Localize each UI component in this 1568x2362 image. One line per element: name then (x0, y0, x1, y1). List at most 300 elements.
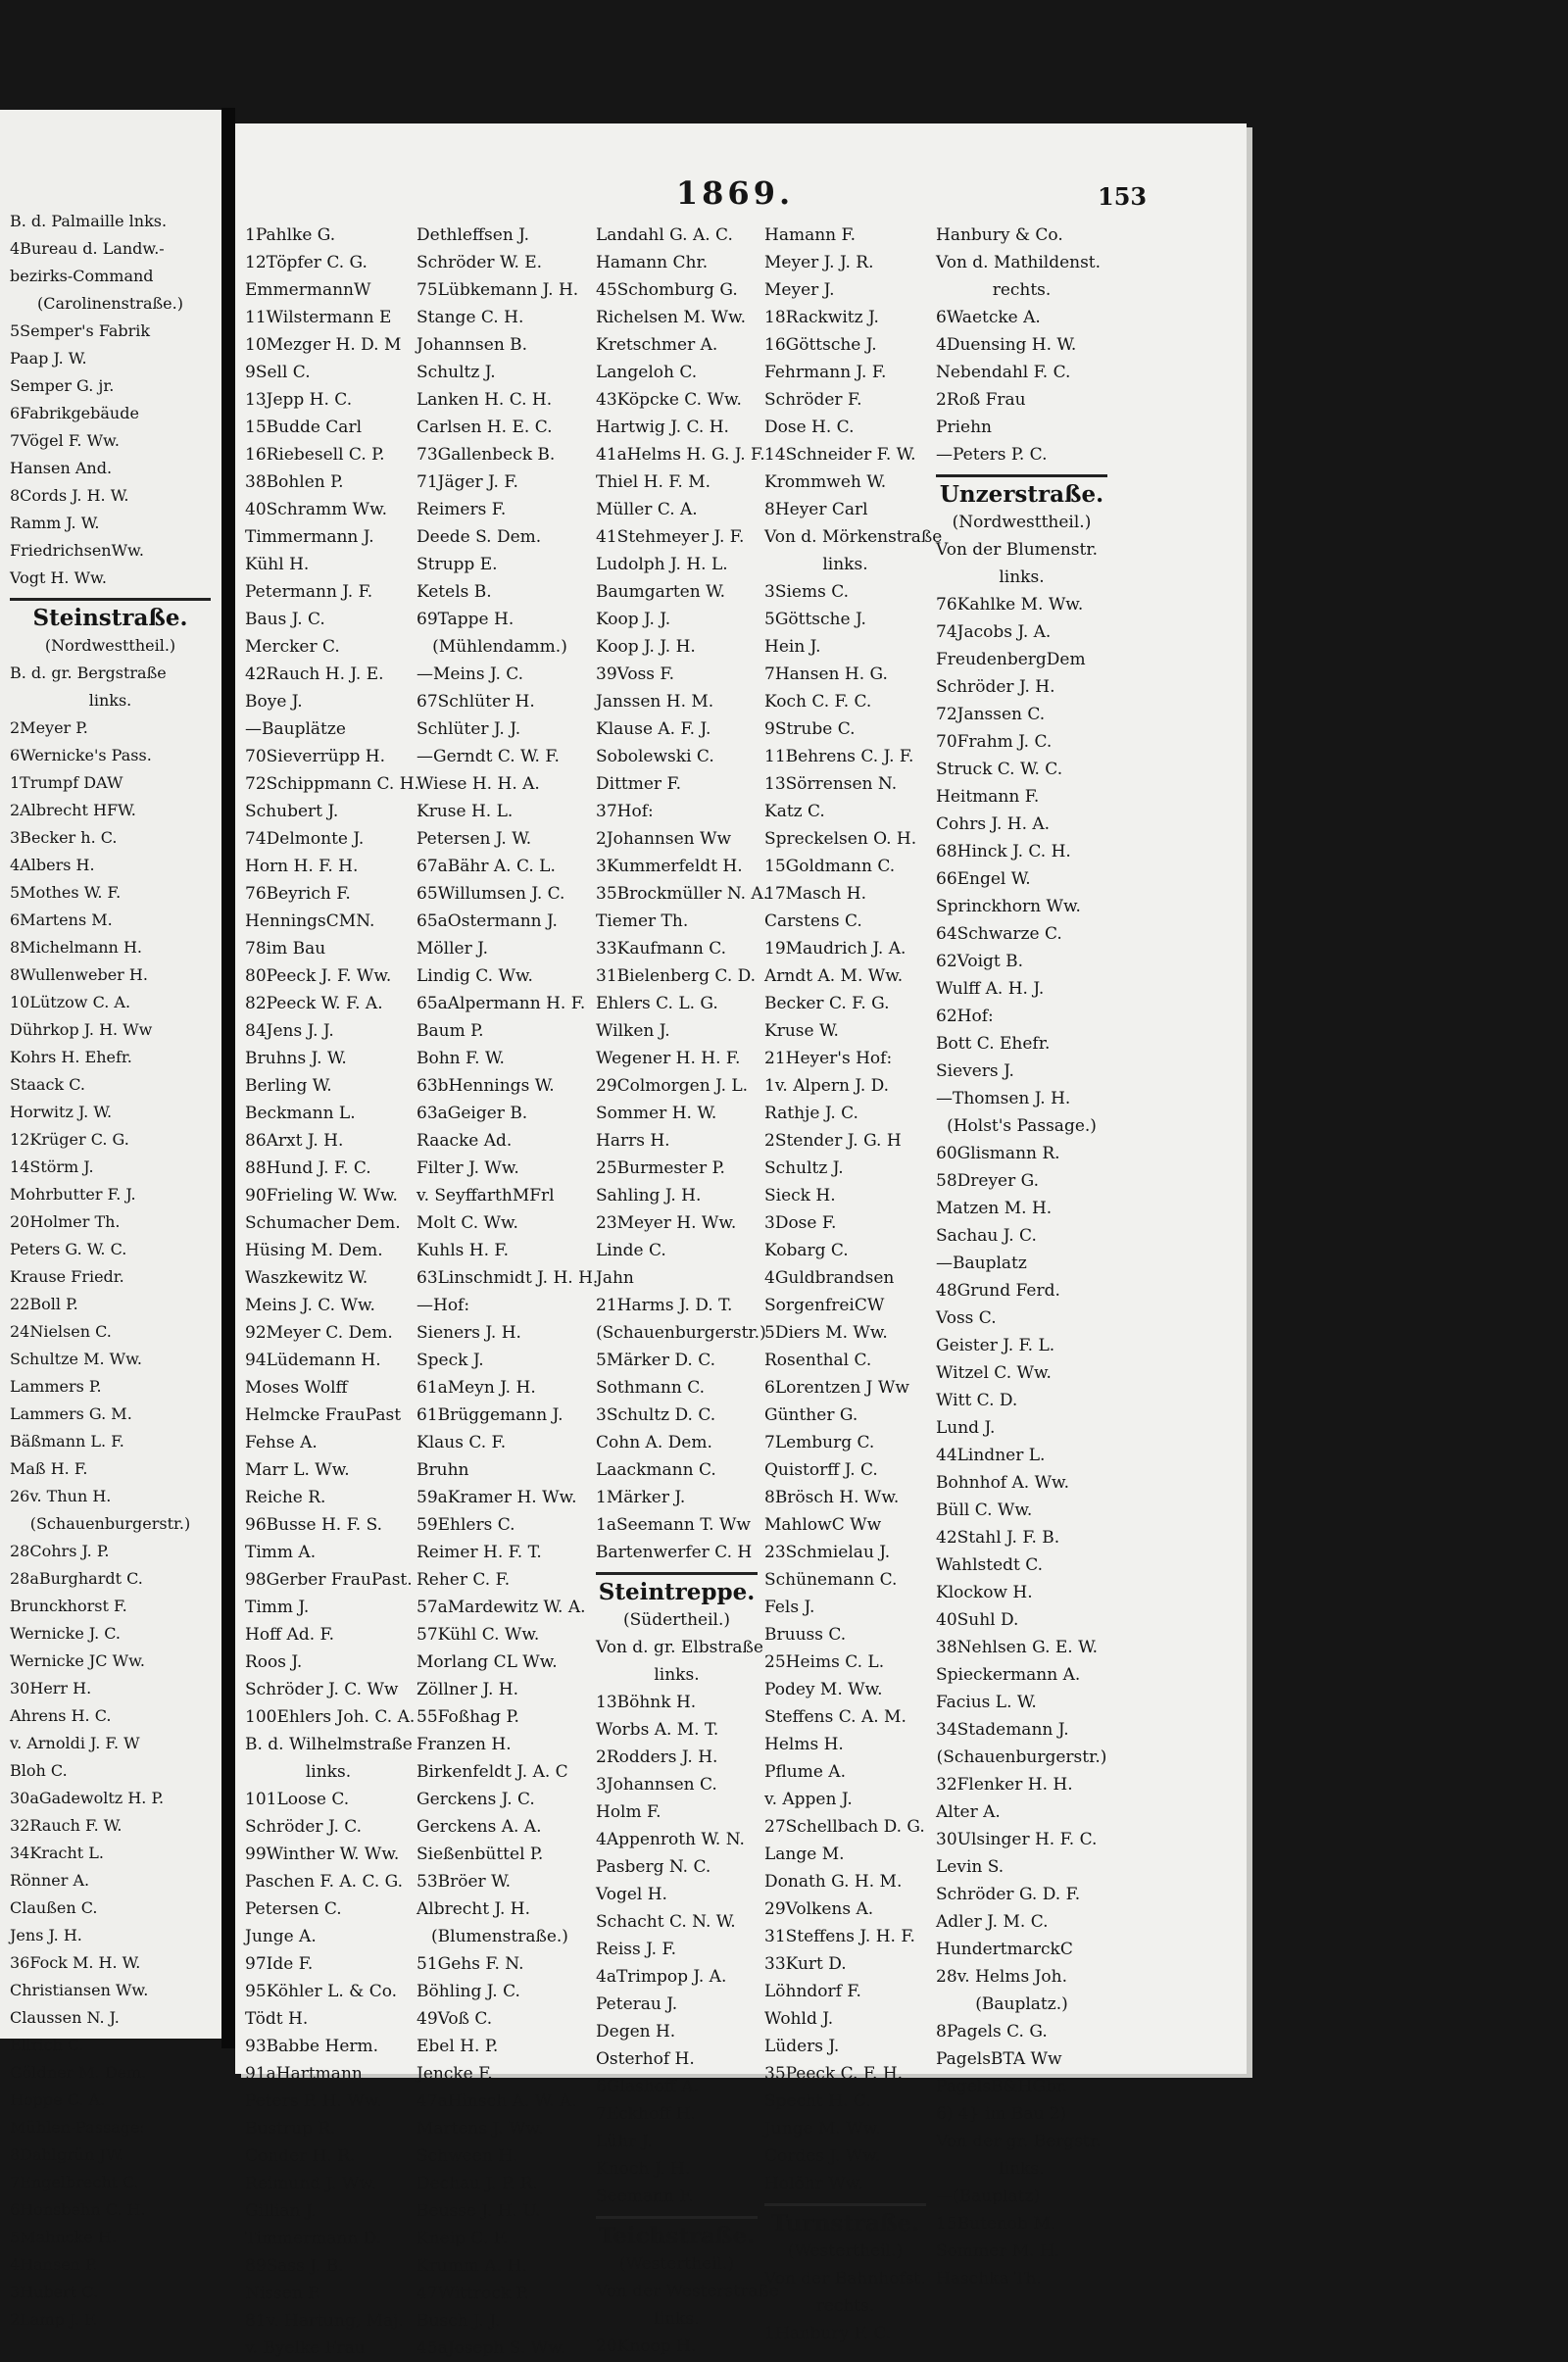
directory-entry: 16Riebesell C. P. (245, 445, 385, 465)
directory-entry: —Bauplätze (245, 719, 346, 739)
directory-entry: Fehse A. (245, 1433, 318, 1452)
directory-entry: bezirks-Command (10, 267, 154, 285)
directory-entry: v. Byelke Frau (245, 2338, 366, 2358)
directory-entry: Koop J. J. H. (596, 637, 696, 657)
directory-entry: Franzen H. (416, 1735, 512, 1754)
directory-entry: 7Engelbrecht C. (10, 2173, 139, 2191)
directory-entry: Stange C. H. (416, 308, 524, 327)
directory-entry: Rathje J. C. (764, 1104, 858, 1123)
directory-entry: Langeloh C. (596, 363, 698, 382)
directory-entry: Jens J. H. (10, 1926, 82, 1944)
directory-entry: 68Hinck J. C. H. (936, 842, 1071, 861)
directory-entry: Martens J. Ww. (416, 2119, 544, 2139)
directory-entry: Wulff A. H. J. (936, 979, 1045, 999)
directory-entry: 17Masch H. (764, 884, 867, 904)
directory-entry: Schultze M. Ww. (10, 1350, 142, 1368)
directory-entry: Göldner M. Dem. (10, 2063, 147, 2082)
directory-entry: 51Gehs F. N. (416, 1954, 524, 1974)
directory-entry: 38Nehlsen G. E. W. (936, 1638, 1098, 1657)
street-header-turnstrasse: Turnstraße. (764, 2203, 926, 2238)
directory-entry: Sieck H. (764, 1186, 836, 1206)
left-page (0, 110, 224, 2329)
directory-entry: Schubert J. (245, 802, 339, 821)
book-gutter (221, 108, 235, 2048)
directory-entry: 8Cords J. H. W. (10, 486, 129, 505)
directory-entry: Klause A. F. J. (596, 719, 711, 739)
directory-entry: Reimund J. Ww. (245, 2174, 377, 2193)
directory-entry: Junge A. (245, 1927, 317, 1946)
directory-entry: 1aSeemann T. Ww (596, 1515, 751, 1535)
directory-entry: Carlsen H. E. C. (416, 418, 553, 437)
directory-entry: Bohn F. W. (416, 1049, 505, 1068)
directory-entry: Vogt H. Ww. (10, 568, 107, 587)
directory-entry: 78im Bau (245, 939, 326, 959)
directory-entry: Brunckhorst F. (10, 1597, 127, 1615)
directory-entry: 75Lübkemann J. H. (416, 280, 579, 300)
directory-entry: Timm A. (245, 1543, 317, 1562)
directory-entry: Donath G. H. M. (764, 1872, 903, 1892)
directory-entry: Schultz J. (764, 1158, 844, 1178)
directory-entry: 1Trumpf DAW (10, 773, 123, 792)
directory-entry: Sommer H. W. (596, 1104, 717, 1123)
directory-entry: Molt C. Ww. (416, 1213, 518, 1233)
directory-entry: Wilken J. (596, 1021, 670, 1041)
directory-entry: Bruuss C. (764, 1625, 847, 1645)
directory-entry: Voss C. (936, 1308, 997, 1328)
directory-entry: 8Pagels C. G. (936, 2022, 1048, 2042)
directory-entry: FreudenbergDem (936, 650, 1086, 669)
directory-entry: Harrs H. (596, 1131, 670, 1151)
directory-entry: Jahn (596, 1268, 634, 1288)
directory-entry: Jencke F. (416, 2064, 493, 2084)
district-label: (Westertheil.) (787, 2241, 904, 2261)
directory-entry: 6Honsbehn C. H. (10, 2200, 146, 2219)
directory-entry: Wahlstedt C. (936, 1555, 1044, 1575)
directory-entry: 15Butenob M. (936, 2214, 1056, 2234)
directory-entry: Dührkop J. H. Ww (10, 1020, 153, 1039)
directory-entry: Peters P. H. Ww. (245, 2091, 382, 2111)
directory-entry: Pasberg N. C. (596, 1857, 711, 1877)
directory-entry: 7Hansen H. G. (764, 664, 888, 684)
directory-entry: HenningsCMN. (245, 911, 375, 931)
directory-entry: Witt C. D. (936, 1391, 1018, 1410)
directory-entry: 4Albers H. (10, 856, 95, 874)
directory-entry: Beusse J. H. U. (416, 2201, 541, 2221)
directory-entry: Kohrs H. Ehefr. (10, 1048, 132, 1066)
directory-entry: Deede S. Dem. (416, 527, 542, 547)
directory-entry: 11Wilstermann E (245, 308, 392, 327)
directory-entry: Christiansen Ww. (10, 1981, 149, 1999)
directory-entry: 30Ulsinger H. F. C. (936, 1830, 1098, 1849)
directory-entry: 19Maudrich J. A. (764, 939, 906, 959)
directory-entry: Semper G. jr. (10, 376, 115, 395)
directory-entry: Reimer H. F. T. (416, 1543, 542, 1562)
directory-entry: 38Bohlen P. (245, 472, 344, 492)
directory-entry: B. d. Wilhelmstraße (245, 1735, 413, 1754)
directory-entry: Sieners J. H. (416, 1323, 521, 1343)
directory-entry: Gerckens J. C. (416, 1790, 535, 1809)
directory-entry: Helms H. (764, 1735, 844, 1754)
directory-entry: Knoch J. H. (596, 2159, 691, 2179)
directory-entry: 74Delmonte J. (245, 829, 365, 849)
directory-entry: Alter A. (936, 1802, 1001, 1822)
directory-entry: links. (999, 567, 1045, 587)
directory-entry: Meyer J. J. R. (764, 253, 874, 272)
directory-entry: 33Kurt D. (764, 1954, 847, 1974)
directory-entry: Spieckermann A. (936, 1665, 1081, 1685)
directory-entry: Schröder F. (764, 390, 862, 410)
direction-label: Von der Westerstraße (596, 2282, 779, 2301)
directory-entry: Timmermann J. (245, 527, 374, 547)
directory-entry: Sobolewski C. (596, 747, 714, 766)
directory-entry: 40Schramm Ww. (245, 500, 388, 519)
directory-entry: 100Ehlers Joh. C. A. (245, 1707, 416, 1727)
directory-entry: 10Mezger H. D. M (245, 335, 402, 355)
directory-entry: Sachau J. C. (936, 1226, 1037, 1246)
directory-entry: Filter J. Ww. (416, 1158, 519, 1178)
directory-entry: 2Lamp J. F. (10, 2310, 98, 2329)
directory-entry: Tödt H. (245, 2009, 309, 2029)
directory-entry: Bruhns J. W. (245, 1049, 347, 1068)
directory-entry: 18Rackwitz J. (764, 308, 879, 327)
directory-entry: 9Sell C. (245, 363, 311, 382)
directory-entry: 34Kracht L. (10, 1844, 104, 1862)
directory-entry: Holm F. (596, 1802, 662, 1822)
directory-entry: 64Schwarze C. (936, 924, 1062, 944)
directory-entry: Günther G. (764, 1405, 858, 1425)
directory-entry: 31Bielenberg C. D. (596, 966, 757, 986)
directory-entry: 99Winther W. Ww. (245, 1845, 400, 1864)
directory-entry: Haschka Th. (936, 2269, 1042, 2288)
directory-entry: 62Hof: (936, 1007, 994, 1026)
directory-entry: Hoppe C. A. (10, 2091, 106, 2109)
directory-entry: Sahling J. H. (596, 1186, 702, 1206)
directory-entry: Marr L. Ww. (245, 1460, 350, 1480)
directory-entry: 67Schlüter H. (416, 692, 535, 712)
directory-entry: Lammers P. (10, 1377, 102, 1396)
directory-entry: 73Gallenbeck B. (416, 445, 556, 465)
side-label: links. (654, 1665, 700, 1685)
directory-entry: 76Kahlke M. Ww. (936, 595, 1084, 615)
directory-entry: Lüders J. (764, 2037, 840, 2056)
directory-column-2 (416, 221, 599, 2358)
directory-entry: (Nordwesttheil.) (952, 513, 1092, 532)
directory-entry: Steffens C. A. M. (764, 1707, 906, 1727)
directory-entry: Claussen N. J. (10, 2008, 120, 2027)
directory-entry: v. Arnoldi J. F. W (10, 1734, 140, 1752)
directory-entry: Hansen And. (10, 459, 113, 477)
directory-entry: HundertmarckC (936, 1940, 1073, 1959)
directory-entry: 49Voß C. (416, 2009, 493, 2029)
directory-entry: Müller C. A. (596, 500, 698, 519)
directory-entry: Schacht C. N. W. (596, 1912, 736, 1932)
directory-entry: Baumgarten W. (596, 582, 725, 602)
directory-entry: 12Krüger C. G. (10, 1130, 129, 1149)
directory-entry: 5Märker D. C. (596, 1351, 716, 1370)
directory-entry: —Thomsen J. H. (936, 1089, 1071, 1108)
directory-entry: Schröder G. D. F. (936, 1885, 1081, 1904)
directory-entry: Dethleffsen J. (416, 225, 530, 245)
directory-entry: 47aHinsch A. W. A. (416, 2091, 577, 2111)
directory-entry: 57Kühl C. Ww. (416, 1625, 540, 1645)
directory-entry: Hanbury & Co. (936, 225, 1063, 245)
directory-entry: Bartenwerfer C. H (596, 1543, 753, 1562)
directory-entry: 5Mahncke H. (10, 2228, 117, 2246)
directory-entry: v. SeyffarthMFrl (416, 1186, 555, 1206)
directory-entry: 59aKramer H. Ww. (416, 1488, 577, 1507)
directory-entry: Bott C. Ehefr. (936, 1034, 1051, 1054)
directory-entry: (Holst's Passage.) (947, 1116, 1097, 1136)
directory-entry: 15Goldmann C. (764, 857, 896, 876)
directory-entry: 33Kaufmann C. (596, 939, 727, 959)
directory-entry: Petersen J. W. (416, 829, 532, 849)
directory-entry: (Nordwesttheil.) (44, 636, 176, 655)
directory-entry: Johannsen B. (416, 335, 528, 355)
directory-entry: Thiel H. F. M. (596, 472, 711, 492)
directory-entry: 6Martens M. (10, 910, 113, 929)
directory-entry: Berling W. (245, 1076, 332, 1096)
directory-entry: Worbs A. M. T. (596, 1720, 719, 1740)
directory-entry: 40Suhl D. (936, 1610, 1019, 1630)
directory-entry: 12Töpfer C. G. (245, 253, 368, 272)
directory-entry: 6) 4} im Bau 2) (936, 2104, 1067, 2124)
directory-entry: 8Michelmann H. (10, 938, 142, 957)
directory-entry: 90Frieling W. Ww. (245, 1186, 398, 1206)
left-page-column (10, 208, 211, 2329)
directory-entry: 16Göttsche J. (764, 335, 877, 355)
directory-entry: Ramm J. W. (10, 514, 100, 532)
direction-label: Von d. gr. Elbstraße (596, 1638, 763, 1657)
directory-entry: 39Voss F. (596, 664, 674, 684)
directory-entry: 66Engel W. (936, 869, 1031, 889)
directory-entry: 2Rodders J. H. (596, 1747, 718, 1767)
direction-label: Von der Bahnhofst. (764, 2269, 926, 2288)
directory-entry: Strupp E. (416, 555, 498, 574)
directory-entry: 81v. Hartung, Maj. (245, 2311, 404, 2331)
directory-entry: 1Pahlke G. (245, 225, 336, 245)
directory-entry: Levin S. (936, 1857, 1004, 1877)
directory-entry: 15Budde Carl (245, 418, 363, 437)
directory-entry: Sommer M. H. (936, 2241, 1060, 2261)
directory-entry: 5Semper's Fabrik (10, 321, 151, 340)
directory-entry: 3Siems C. (764, 582, 850, 602)
directory-entry: 61aMeyn J. H. (416, 1378, 536, 1398)
directory-entry: 88Hund J. F. C. (245, 1158, 371, 1178)
directory-entry: 29Volkens A. (764, 1899, 874, 1919)
directory-entry: 32Flenker H. H. (936, 1775, 1073, 1795)
directory-entry: 57aMardewitz W. A. (416, 1598, 586, 1617)
directory-entry: Schumacher Dem. (245, 1213, 401, 1233)
directory-entry: 48Grund Ferd. (936, 1281, 1060, 1301)
directory-entry: (Mühlendamm.) (432, 637, 567, 657)
directory-entry: Reiss J. F. (596, 1940, 677, 1959)
directory-entry: Gillian J. (245, 2201, 317, 2221)
directory-entry: Richelsen M. Ww. (596, 308, 746, 327)
directory-entry: 23Meyer H. Ww. (596, 1213, 737, 1233)
directory-entry: links. (999, 2159, 1045, 2179)
directory-entry: (Schauenburgerstr.) (936, 1747, 1107, 1767)
directory-entry: 13Jepp H. C. (245, 390, 353, 410)
directory-entry: Witzel C. Ww. (936, 1363, 1052, 1383)
directory-entry: Kühl H. (245, 555, 310, 574)
directory-entry: 42Stahl J. F. B. (936, 1528, 1060, 1548)
directory-entry: 35Peeck C. F. H. (764, 2064, 904, 2084)
directory-entry: Facius L. W. (936, 1693, 1037, 1712)
directory-entry: 92Meyer C. Dem. (245, 1323, 393, 1343)
directory-entry: 7Lemburg C. (764, 1433, 875, 1452)
directory-entry: Moses Wolff (245, 1378, 348, 1398)
directory-entry: (Schauenburgerstr.) (596, 1323, 766, 1343)
directory-entry: Peters G. W. C. (10, 1240, 127, 1258)
directory-entry: Janssen H. M. (596, 692, 714, 712)
directory-entry: 32Rauch F. W. (10, 1816, 122, 1835)
directory-entry: Sprinckhorn Ww. (936, 897, 1081, 916)
directory-entry: Meins J. C. Ww. (245, 1296, 375, 1315)
directory-entry: 8Wullenweber H. (10, 965, 148, 984)
directory-entry: Degen H. (596, 2022, 676, 2042)
directory-entry: Peterau J. (596, 1994, 678, 2014)
directory-entry: Gerckens A. A. (416, 1817, 542, 1837)
directory-entry: Morlang CL Ww. (416, 1652, 558, 1672)
directory-entry: 6Glashoff A. (596, 2077, 700, 2096)
directory-entry: Paap J. W. (10, 349, 87, 368)
directory-entry: 2Roß Frau (936, 390, 1026, 410)
directory-entry: 3Hubert C. (10, 2283, 99, 2301)
directory-entry: Meyer J. (764, 280, 835, 300)
directory-entry: 36Fock M. H. W. (10, 1953, 141, 1972)
directory-entry: 63bHennings W. (416, 1076, 555, 1096)
right-page (235, 123, 1247, 2358)
directory-entry: Dittmer F. (596, 774, 681, 794)
directory-entry: 13Böhnk H. (596, 1693, 697, 1712)
directory-entry: 10Lützow C. A. (10, 993, 131, 1011)
side-label: links. (654, 2309, 700, 2329)
directory-entry: Lund J. (936, 1418, 996, 1438)
directory-entry: Helmcke FrauPast (245, 1405, 402, 1425)
district-label: (Westertheil.) (618, 2254, 735, 2274)
directory-entry: Mercker C. (245, 637, 340, 657)
directory-entry: Schröder J. C. Ww (245, 1680, 399, 1699)
directory-entry: Bustrup R. (245, 2119, 336, 2139)
directory-entry: Conder H. R. (245, 2146, 356, 2166)
directory-entry: 43Köpcke C. Ww. (596, 390, 742, 410)
directory-entry: Von der gr. Bergstr. (936, 2132, 1102, 2151)
directory-entry: Reimers F. (416, 500, 507, 519)
directory-entry: —Meins J. C. (416, 664, 524, 684)
directory-entry: Hoff Ad. F. (245, 1625, 335, 1645)
directory-entry: 62Voigt B. (936, 952, 1024, 971)
directory-entry: Carstens C. (764, 911, 862, 931)
directory-entry: 28v. Helms Joh. (936, 1967, 1067, 1987)
directory-entry: Dose H. C. (764, 418, 855, 437)
directory-entry: Nissen P. (245, 2284, 321, 2303)
directory-entry: 6Waetcke A. (936, 308, 1041, 327)
directory-entry: 82Peeck W. F. A. (245, 994, 383, 1013)
directory-entry: 2Stender J. G. H (764, 1131, 902, 1151)
directory-entry: Sothmann C. (596, 1378, 706, 1398)
page-year: 1869. (675, 174, 795, 212)
directory-entry: 45Schomburg G. (596, 280, 738, 300)
directory-entry: 21Heyer's Hof: (764, 1049, 893, 1068)
directory-entry: Ellrich C. (10, 2036, 84, 2054)
directory-entry: Büll C. Ww. (936, 1501, 1033, 1520)
street-header-teichstrasse: Teichstraße. (596, 2216, 758, 2250)
directory-entry: Matzen M. H. (936, 1199, 1053, 1218)
directory-entry: links. (305, 1762, 352, 1782)
directory-entry: Waszkewitz W. (245, 1268, 368, 1288)
directory-entry: Möller J. (416, 939, 489, 959)
directory-entry: 35Brockmüller N. A. (596, 884, 769, 904)
directory-entry: Bruhn (416, 1460, 469, 1480)
directory-entry: Specht H. C. (764, 2091, 871, 2111)
directory-entry: Krause Friedr. (10, 1267, 124, 1286)
directory-entry: 6Fabrikgebäude (10, 404, 139, 422)
directory-entry: Ebel H. P. (416, 2037, 499, 2056)
directory-entry: 60Glismann R. (936, 1144, 1060, 1163)
directory-entry: Schween H. (416, 2146, 518, 2166)
directory-entry: —Gerndt C. W. F. (416, 747, 560, 766)
directory-entry: Horwitz J. W. (10, 1103, 113, 1121)
directory-entry: 58Dreyer G. (936, 1171, 1040, 1191)
directory-column-4 (764, 221, 943, 2343)
directory-entry: 71Jäger J. F. (416, 472, 518, 492)
directory-entry: 91aHartmann (245, 2064, 363, 2084)
directory-entry: Rönner A. (10, 1871, 90, 1890)
directory-entry: 20Knoop H. (596, 2337, 697, 2356)
directory-entry: Ludolph J. H. L. (596, 555, 728, 574)
directory-entry: 1v. Alpern J. D. (764, 1076, 890, 1096)
directory-entry: Klockow H. (936, 1583, 1033, 1602)
directory-entry: 25Burmester P. (596, 1158, 725, 1178)
directory-entry: 7Vögel F. Ww. (10, 431, 120, 450)
directory-entry: Lammers G. M. (10, 1404, 132, 1423)
directory-entry: (Schauenburgerstr.) (29, 1514, 191, 1533)
directory-entry: 4Duensing H. W. (936, 335, 1077, 355)
directory-entry: PagelsBTA Ww (936, 2049, 1062, 2069)
directory-entry: 27Schellbach D. G. (764, 1817, 925, 1837)
directory-entry: Katz C. (764, 802, 825, 821)
directory-entry: Junge M. Ww. (764, 2119, 881, 2139)
directory-entry: 70Sieverrüpp H. (245, 747, 386, 766)
directory-entry: MahlowC Ww (764, 1515, 882, 1535)
directory-entry: 69Tappe H. (416, 610, 514, 629)
directory-entry: 8Heyer Carl (764, 500, 868, 519)
directory-entry: v. Appen J. (764, 1790, 853, 1809)
directory-entry: Kretschmer A. (596, 335, 718, 355)
directory-column-5 (936, 221, 1107, 2288)
directory-entry: Horn H. F. H. (245, 857, 359, 876)
directory-entry: Boye J. (245, 692, 303, 712)
directory-entry: —Hof: (416, 1296, 470, 1315)
directory-entry: Kneip C. F. (416, 2229, 509, 2248)
directory-entry: 31Steffens J. H. F. (764, 1927, 915, 1946)
directory-entry: Schünemann C. (764, 1570, 898, 1590)
directory-entry: 23Schmielau J. (764, 1543, 891, 1562)
directory-entry: 29Colmorgen J. L. (596, 1076, 749, 1096)
directory-entry: Timmermann D. (245, 2229, 382, 2248)
directory-entry: Reher C. F. (416, 1570, 511, 1590)
directory-entry: 34Stademann J. (936, 1720, 1069, 1740)
directory-entry: Osterhof H. (596, 2049, 695, 2069)
directory-entry: Lange M. (764, 1845, 845, 1864)
directory-entry: 44Lindner L. (936, 1446, 1046, 1465)
directory-entry: 65aAlpermann H. F. (416, 994, 586, 1013)
directory-entry: Hartwig J. C. H. (596, 418, 729, 437)
directory-entry: 86Arxt J. H. (245, 1131, 344, 1151)
directory-entry: Mühlen-Passage: (10, 2118, 145, 2137)
directory-entry: 61Brüggemann J. (416, 1405, 564, 1425)
directory-entry: 7Eckhoff H. (596, 2104, 696, 2124)
